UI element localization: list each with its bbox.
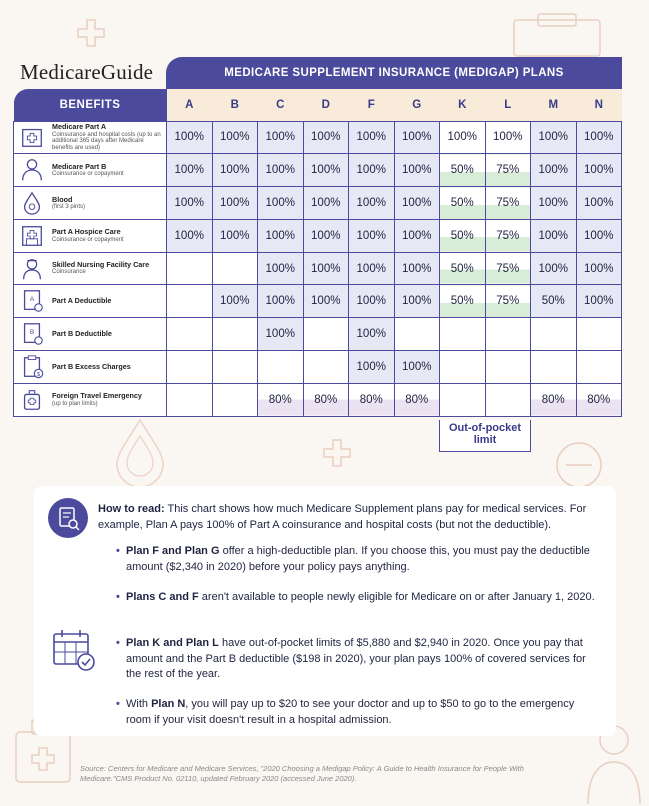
benefit-name: Medicare Part B	[52, 161, 107, 171]
coverage-cell	[303, 318, 349, 351]
benefit-name: Part A Hospice Care	[52, 227, 121, 237]
coverage-cell: 75%	[485, 285, 531, 318]
coverage-cell: 100%	[349, 285, 395, 318]
benefit-subtext: (up to plan limits)	[52, 400, 98, 407]
coverage-cell: 50%	[531, 285, 577, 318]
benefit-cell	[14, 187, 167, 220]
coverage-cell: 100%	[349, 252, 395, 285]
hospital-icon	[18, 124, 46, 150]
info-bullet: • Plan F and Plan G offer a high-deductible plan. If you choose this, you must pay the deductible amount ($2,340 in 2020) before your policy pays anything.	[126, 544, 596, 575]
coverage-cell: 50%	[440, 252, 486, 285]
coverage-cell: 100%	[167, 187, 213, 220]
coverage-cell: 50%	[440, 154, 486, 187]
coverage-cell: 100%	[349, 121, 395, 154]
coverage-cell: 100%	[349, 351, 395, 384]
plus-decor-icon	[76, 18, 106, 48]
coverage-cell: 100%	[394, 121, 440, 154]
document-magnifier-icon	[48, 498, 88, 538]
out-of-pocket-label: Out-of-pocket limit	[439, 420, 531, 452]
benefit-name: Part B Excess Charges	[52, 361, 131, 371]
plan-header: G	[394, 89, 440, 121]
table-row	[14, 351, 622, 384]
source-citation: Source: Centers for Medicare and Medicare Services, "2020 Choosing a Medigap Policy: A Guide to Health Insurance for People With Medicare."CMS Product No. 02110, updated February 2020 (accessed June 2020).	[80, 764, 524, 783]
coverage-cell: 100%	[212, 154, 258, 187]
coverage-cell: 100%	[349, 318, 395, 351]
benefit-cell	[14, 252, 167, 285]
coverage-cell: 50%	[440, 285, 486, 318]
coverage-cell	[212, 318, 258, 351]
coverage-cell: 100%	[531, 154, 577, 187]
coverage-cell: 100%	[576, 219, 622, 252]
coverage-cell: 100%	[349, 187, 395, 220]
coverage-cell	[394, 318, 440, 351]
coverage-cell: 100%	[485, 121, 531, 154]
plans-table	[13, 89, 622, 417]
coverage-cell: 100%	[258, 285, 304, 318]
table-row	[14, 187, 622, 220]
drop-decor-icon	[105, 416, 175, 486]
info-bullet: • With Plan N, you will pay up to $20 to see your doctor and up to $50 to go to the emergency room if your visit doesn't result in a hospital admission.	[126, 697, 596, 728]
benefit-subtext: Coinsurance	[52, 269, 86, 276]
clipboard-dollar-icon	[18, 354, 46, 380]
coverage-cell: 100%	[212, 121, 258, 154]
how-to-read-text: How to read: This chart shows how much Medicare Supplement plans pay for medical services. For example, Plan A pays 100% of Part A coinsurance and hospital costs (but not the deductible).	[98, 503, 587, 531]
coverage-cell: 100%	[212, 219, 258, 252]
coverage-cell	[303, 351, 349, 384]
coverage-cell: 100%	[303, 121, 349, 154]
coverage-cell: 100%	[167, 121, 213, 154]
svg-text:B: B	[29, 329, 35, 337]
coverage-cell: 50%	[440, 219, 486, 252]
coverage-cell	[167, 285, 213, 318]
coverage-cell	[440, 383, 486, 416]
benefit-name: Foreign Travel Emergency	[52, 391, 142, 401]
luggage-icon	[18, 387, 46, 413]
coverage-cell	[440, 351, 486, 384]
svg-text:A: A	[29, 296, 35, 304]
benefit-subtext: Coinsurance and hospital costs (up to an additional 365 days after Medicare benefits are used)	[52, 131, 161, 151]
plan-header: M	[531, 89, 577, 121]
coverage-cell: 75%	[485, 154, 531, 187]
coverage-cell: 100%	[394, 252, 440, 285]
coverage-cell	[440, 318, 486, 351]
coverage-cell: 100%	[394, 351, 440, 384]
benefit-name: Blood	[52, 194, 73, 204]
coverage-cell: 100%	[440, 121, 486, 154]
coverage-cell: 100%	[576, 285, 622, 318]
table-header-row	[14, 89, 622, 121]
table-row	[14, 219, 622, 252]
plan-header: B	[212, 89, 258, 121]
coverage-cell: 100%	[258, 154, 304, 187]
coverage-cell: 100%	[576, 252, 622, 285]
document-a-icon	[18, 288, 46, 314]
coverage-cell: 100%	[258, 187, 304, 220]
coverage-cell: 100%	[167, 154, 213, 187]
benefit-cell	[14, 154, 167, 187]
coverage-cell: 100%	[531, 219, 577, 252]
coverage-cell: 100%	[258, 219, 304, 252]
coverage-cell	[212, 351, 258, 384]
coverage-cell: 100%	[303, 187, 349, 220]
coverage-cell: 100%	[303, 154, 349, 187]
plus-decor-icon	[322, 438, 352, 468]
benefit-subtext: (first 3 pints)	[52, 203, 86, 210]
coverage-cell: 100%	[303, 219, 349, 252]
coverage-cell: 100%	[303, 285, 349, 318]
plan-header: C	[258, 89, 304, 121]
plan-header: D	[303, 89, 349, 121]
benefit-cell	[14, 318, 167, 351]
info-card	[34, 486, 616, 736]
blood-drop-icon	[18, 190, 46, 216]
benefit-cell	[14, 219, 167, 252]
calendar-check-icon	[52, 628, 96, 672]
coverage-cell	[576, 351, 622, 384]
coverage-cell: 50%	[440, 187, 486, 220]
benefit-subtext: Coinsurance or copayment	[52, 171, 124, 178]
table-row	[14, 121, 622, 154]
coverage-cell: 75%	[485, 252, 531, 285]
coverage-cell	[258, 351, 304, 384]
pill-decor-icon	[554, 440, 604, 490]
coverage-cell: 80%	[576, 383, 622, 416]
coverage-cell	[485, 318, 531, 351]
plan-header: L	[485, 89, 531, 121]
table-row	[14, 154, 622, 187]
coverage-cell	[485, 351, 531, 384]
coverage-cell: 80%	[349, 383, 395, 416]
coverage-cell: 80%	[531, 383, 577, 416]
coverage-cell	[167, 351, 213, 384]
coverage-cell: 100%	[531, 121, 577, 154]
coverage-cell: 100%	[576, 154, 622, 187]
table-row	[14, 252, 622, 285]
plan-header: N	[576, 89, 622, 121]
coverage-cell: 100%	[303, 252, 349, 285]
info-bullet: • Plan K and Plan L have out-of-pocket limits of $5,880 and $2,940 in 2020. Once you pay that amount and the Part B deductible ($198 in 2020), your plan pays 100% of covered services for the rest of the year.	[126, 636, 596, 683]
coverage-cell: 100%	[394, 219, 440, 252]
coverage-cell	[167, 252, 213, 285]
table-row	[14, 383, 622, 416]
benefit-name: Skilled Nursing Facility Care	[52, 260, 150, 270]
coverage-cell: 80%	[394, 383, 440, 416]
coverage-cell: 100%	[531, 252, 577, 285]
coverage-cell	[531, 351, 577, 384]
table-row	[14, 285, 622, 318]
coverage-cell	[531, 318, 577, 351]
plan-header: F	[349, 89, 395, 121]
coverage-cell: 100%	[349, 154, 395, 187]
benefit-cell	[14, 285, 167, 318]
plan-header: K	[440, 89, 486, 121]
page-title: MEDICARE SUPPLEMENT INSURANCE (MEDIGAP) PLANS	[166, 57, 622, 89]
benefit-cell	[14, 351, 167, 384]
coverage-cell: 75%	[485, 219, 531, 252]
clipboard-decor-icon	[512, 12, 602, 58]
brand-logo: MedicareGuide	[20, 60, 154, 84]
coverage-cell: 100%	[394, 187, 440, 220]
document-b-icon	[18, 321, 46, 347]
coverage-cell	[576, 318, 622, 351]
info-bullet: • Plans C and F aren't available to people newly eligible for Medicare on or after January 1, 2020.	[126, 590, 596, 606]
coverage-cell	[167, 383, 213, 416]
coverage-cell: 100%	[212, 187, 258, 220]
coverage-cell: 75%	[485, 187, 531, 220]
table-row	[14, 318, 622, 351]
coverage-cell: 100%	[349, 219, 395, 252]
doctor-icon	[18, 157, 46, 183]
coverage-cell	[167, 318, 213, 351]
benefit-cell	[14, 383, 167, 416]
hospice-icon	[18, 223, 46, 249]
coverage-cell: 80%	[303, 383, 349, 416]
coverage-cell	[485, 383, 531, 416]
benefit-name: Part A Deductible	[52, 296, 112, 306]
svg-text:$: $	[36, 371, 41, 378]
coverage-cell: 100%	[258, 121, 304, 154]
coverage-cell: 100%	[531, 187, 577, 220]
benefit-name: Medicare Part A	[52, 122, 107, 132]
benefits-header: BENEFITS	[14, 89, 167, 121]
plan-header: A	[167, 89, 213, 121]
coverage-cell: 100%	[212, 285, 258, 318]
coverage-cell	[212, 252, 258, 285]
coverage-cell: 100%	[394, 285, 440, 318]
coverage-cell: 100%	[576, 121, 622, 154]
benefit-name: Part B Deductible	[52, 329, 112, 339]
coverage-cell: 100%	[576, 187, 622, 220]
benefit-cell	[14, 121, 167, 154]
coverage-cell: 100%	[258, 318, 304, 351]
benefit-subtext: Coinsurance or copayment	[52, 236, 124, 243]
coverage-cell: 100%	[167, 219, 213, 252]
coverage-cell	[212, 383, 258, 416]
coverage-cell: 100%	[394, 154, 440, 187]
coverage-cell: 80%	[258, 383, 304, 416]
nurse-icon	[18, 256, 46, 282]
coverage-cell: 100%	[258, 252, 304, 285]
